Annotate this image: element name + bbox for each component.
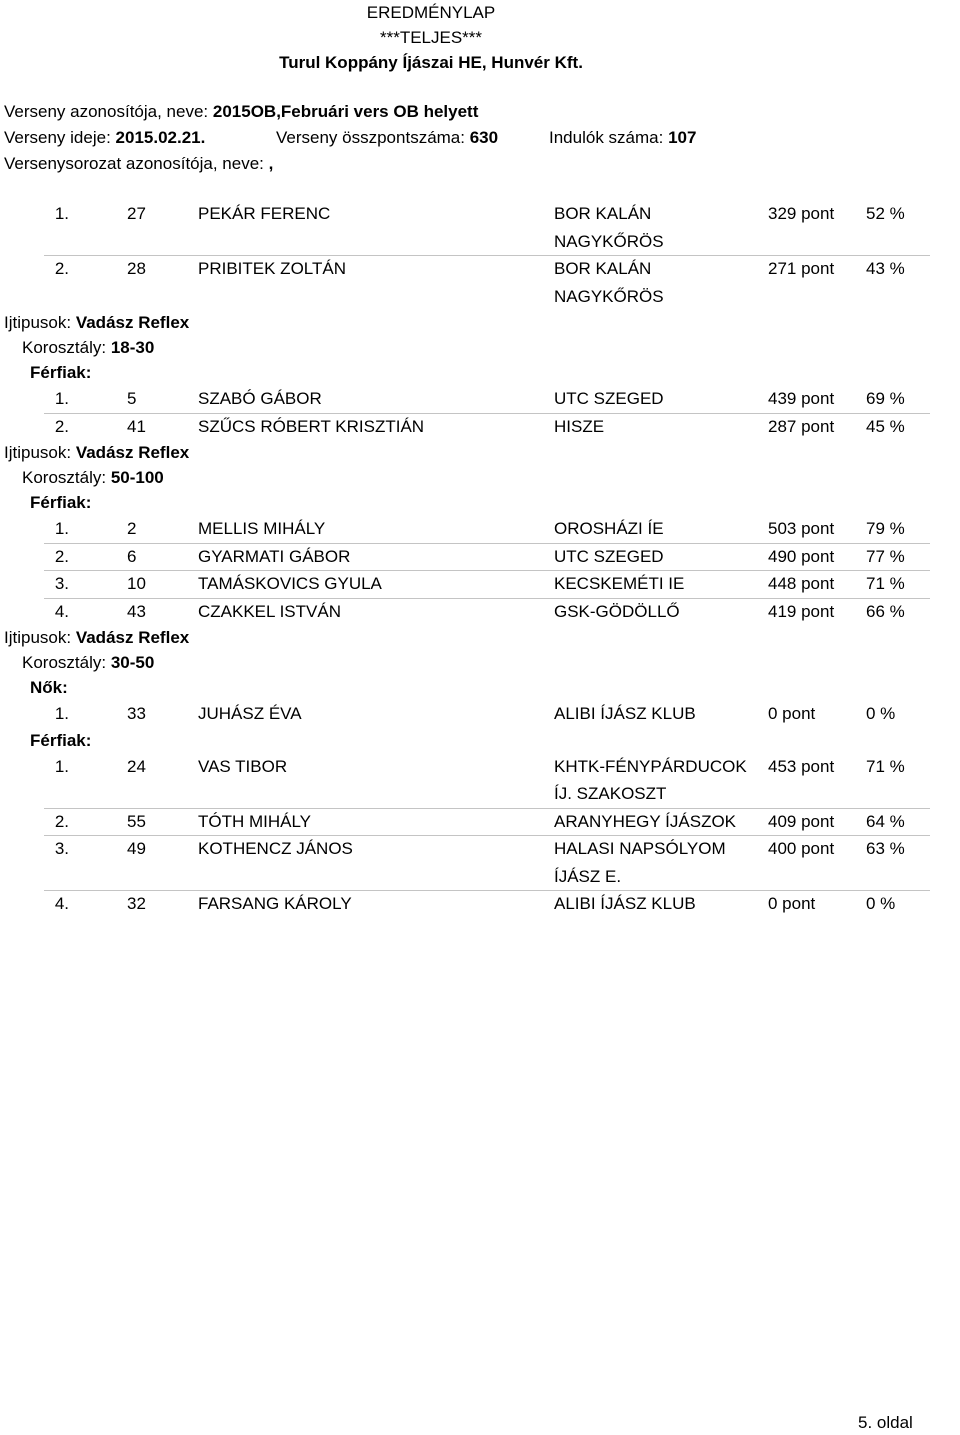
competition-id-value: 2015OB,Februári vers OB helyett: [212, 102, 479, 121]
club-name: KHTK-FÉNYPÁRDUCOK ÍJ. SZAKOSZT: [554, 756, 747, 803]
gender-label: Férfiak:: [30, 730, 92, 750]
club-name: KECSKEMÉTI IE: [554, 574, 685, 593]
competition-date-value: 2015.02.21.: [115, 128, 206, 147]
rank: 4.: [54, 894, 69, 913]
result-row: [0, 200, 960, 255]
percent: 66 %: [866, 601, 905, 621]
document-title: EREDMÉNYLAP: [366, 3, 496, 22]
percent: 43 %: [866, 259, 905, 278]
rank: 2.: [54, 259, 69, 278]
result-row: [0, 753, 960, 808]
gender-label: Nők:: [30, 678, 68, 697]
start-number: 55: [127, 811, 146, 831]
competitor-name: TAMÁSKOVICS GYULA: [198, 574, 382, 593]
start-number: 41: [127, 416, 146, 436]
bow-type-value: Vadász Reflex: [75, 313, 190, 332]
start-number: 5: [127, 389, 137, 408]
percent: 0 %: [866, 894, 896, 913]
competition-id-label: Verseny azonosítója, neve:: [4, 102, 209, 121]
percent: 63 %: [866, 839, 905, 858]
start-number: 33: [127, 704, 146, 723]
club-name: GSK-GÖDÖLLŐ: [554, 601, 680, 621]
results-group: [0, 700, 960, 728]
competition-total-score: [276, 125, 498, 151]
competition-date: [4, 125, 205, 151]
start-number: 28: [127, 259, 146, 278]
series-info: [4, 151, 273, 177]
rank: 3.: [54, 574, 69, 593]
points: 400 pont: [768, 839, 835, 858]
club-name: OROSHÁZI ÍE: [554, 519, 664, 538]
percent: 64 %: [866, 811, 905, 831]
result-row: [0, 835, 960, 890]
start-number: 32: [127, 894, 146, 913]
competition-date-label: Verseny ideje:: [4, 128, 111, 147]
start-number: 24: [127, 756, 146, 776]
competitor-name: KOTHENCZ JÁNOS: [198, 839, 353, 858]
percent: 71 %: [866, 756, 905, 776]
start-number: 2: [127, 519, 137, 538]
club-name: BOR KALÁN NAGYKŐRÖS: [554, 259, 664, 306]
start-number: 27: [127, 204, 146, 223]
organizer-name: Turul Koppány Íjászai HE, Hunvér Kft.: [279, 53, 583, 72]
age-class-label: Korosztály:: [22, 653, 107, 672]
bow-type-label: Ijtipusok:: [4, 628, 72, 647]
competitor-name: SZABÓ GÁBOR: [198, 389, 322, 408]
club-name: BOR KALÁN NAGYKŐRÖS: [554, 204, 664, 251]
points: 0 pont: [768, 704, 816, 723]
percent: 52 %: [866, 204, 905, 223]
competition-stats-line: [0, 125, 960, 151]
competitor-name: JUHÁSZ ÉVA: [198, 704, 302, 723]
gender-label: Férfiak:: [30, 363, 92, 382]
page-header: [0, 0, 862, 75]
rank: 1.: [54, 519, 69, 538]
competitor-name: CZAKKEL ISTVÁN: [198, 601, 341, 621]
gender-label: Férfiak:: [30, 493, 92, 512]
bow-type-label: Ijtipusok:: [4, 443, 72, 462]
result-row: [0, 808, 960, 836]
points: 439 pont: [768, 389, 835, 408]
result-row: [0, 570, 960, 598]
club-name: ARANYHEGY ÍJÁSZOK: [554, 811, 737, 831]
rank: 1.: [54, 389, 69, 408]
age-class-line: [0, 465, 960, 490]
points: 490 pont: [768, 546, 835, 566]
age-class-value: 30-50: [110, 653, 155, 672]
age-class-label: Korosztály:: [22, 338, 107, 357]
club-name: ALIBI ÍJÁSZ KLUB: [554, 704, 696, 723]
competitor-name: GYARMATI GÁBOR: [198, 546, 351, 566]
series-label: Versenysorozat azonosítója, neve:: [4, 154, 264, 173]
results-list: [0, 200, 960, 918]
result-row: [0, 543, 960, 571]
competitor-name: FARSANG KÁROLY: [198, 894, 352, 913]
competitor-name: MELLIS MIHÁLY: [198, 519, 326, 538]
page-number: 5. oldal: [858, 1413, 913, 1432]
gender-heading: [0, 360, 960, 385]
rank: 2.: [54, 811, 69, 831]
age-class-line: [0, 650, 960, 675]
competition-id: [4, 99, 478, 125]
points: 329 pont: [768, 204, 835, 223]
gender-heading: [0, 675, 960, 700]
gender-heading: [0, 728, 960, 753]
points: 271 pont: [768, 259, 835, 278]
points: 0 pont: [768, 894, 816, 913]
competitor-name: VAS TIBOR: [198, 756, 288, 776]
competition-info: [0, 99, 960, 177]
document-subtitle: ***TELJES***: [379, 28, 483, 47]
rank: 4.: [54, 601, 69, 621]
result-row: [0, 413, 960, 441]
rank: 1.: [54, 704, 69, 723]
entrants-label: Indulók száma:: [549, 128, 664, 147]
age-class-value: 50-100: [110, 468, 164, 487]
percent: 71 %: [866, 574, 905, 593]
rank: 2.: [54, 546, 69, 566]
rank: 3.: [54, 839, 69, 858]
club-name: UTC SZEGED: [554, 389, 664, 408]
points: 453 pont: [768, 756, 835, 776]
percent: 77 %: [866, 546, 905, 566]
competitor-name: TÓTH MIHÁLY: [198, 811, 312, 831]
points: 419 pont: [768, 601, 835, 621]
entrants-value: 107: [668, 128, 697, 147]
bow-type-label: Ijtipusok:: [4, 313, 72, 332]
result-row: [0, 890, 960, 918]
club-name: HALASI NAPSÓLYOM ÍJÁSZ E.: [554, 839, 726, 886]
gender-heading: [0, 490, 960, 515]
percent: 45 %: [866, 416, 905, 436]
competitor-name: SZŰCS RÓBERT KRISZTIÁN: [198, 416, 425, 436]
bow-type-value: Vadász Reflex: [75, 443, 190, 462]
age-class-value: 18-30: [110, 338, 155, 357]
club-name: ALIBI ÍJÁSZ KLUB: [554, 894, 696, 913]
results-group: [0, 200, 960, 310]
competition-id-line: [0, 99, 960, 125]
points: 409 pont: [768, 811, 835, 831]
bow-type-value: Vadász Reflex: [75, 628, 190, 647]
total-score-label: Verseny összpontszáma:: [276, 128, 465, 147]
rank: 1.: [54, 756, 69, 776]
competitor-name: PRIBITEK ZOLTÁN: [198, 259, 346, 278]
start-number: 49: [127, 839, 146, 858]
competition-entrants: [549, 125, 696, 151]
bow-type-line: [0, 440, 960, 465]
percent: 69 %: [866, 389, 905, 408]
start-number: 43: [127, 601, 146, 621]
result-row: [0, 598, 960, 626]
start-number: 10: [127, 574, 146, 593]
club-name: HISZE: [554, 416, 605, 436]
age-class-label: Korosztály:: [22, 468, 107, 487]
results-group: [0, 515, 960, 625]
points: 448 pont: [768, 574, 835, 593]
competitor-name: PEKÁR FERENC: [198, 204, 331, 223]
age-class-line: [0, 335, 960, 360]
result-row: [0, 700, 960, 728]
rank: 1.: [54, 204, 69, 223]
club-name: UTC SZEGED: [554, 546, 664, 566]
result-row: [0, 255, 960, 310]
total-score-value: 630: [469, 128, 499, 147]
percent: 0 %: [866, 704, 896, 723]
bow-type-line: [0, 625, 960, 650]
results-group: [0, 385, 960, 440]
percent: 79 %: [866, 519, 905, 538]
series-value: ,: [268, 154, 274, 173]
rank: 2.: [54, 416, 69, 436]
results-group: [0, 753, 960, 918]
result-row: [0, 385, 960, 413]
points: 287 pont: [768, 416, 835, 436]
bow-type-line: [0, 310, 960, 335]
points: 503 pont: [768, 519, 835, 538]
start-number: 6: [127, 546, 137, 566]
series-line: [0, 151, 960, 177]
result-row: [0, 515, 960, 543]
